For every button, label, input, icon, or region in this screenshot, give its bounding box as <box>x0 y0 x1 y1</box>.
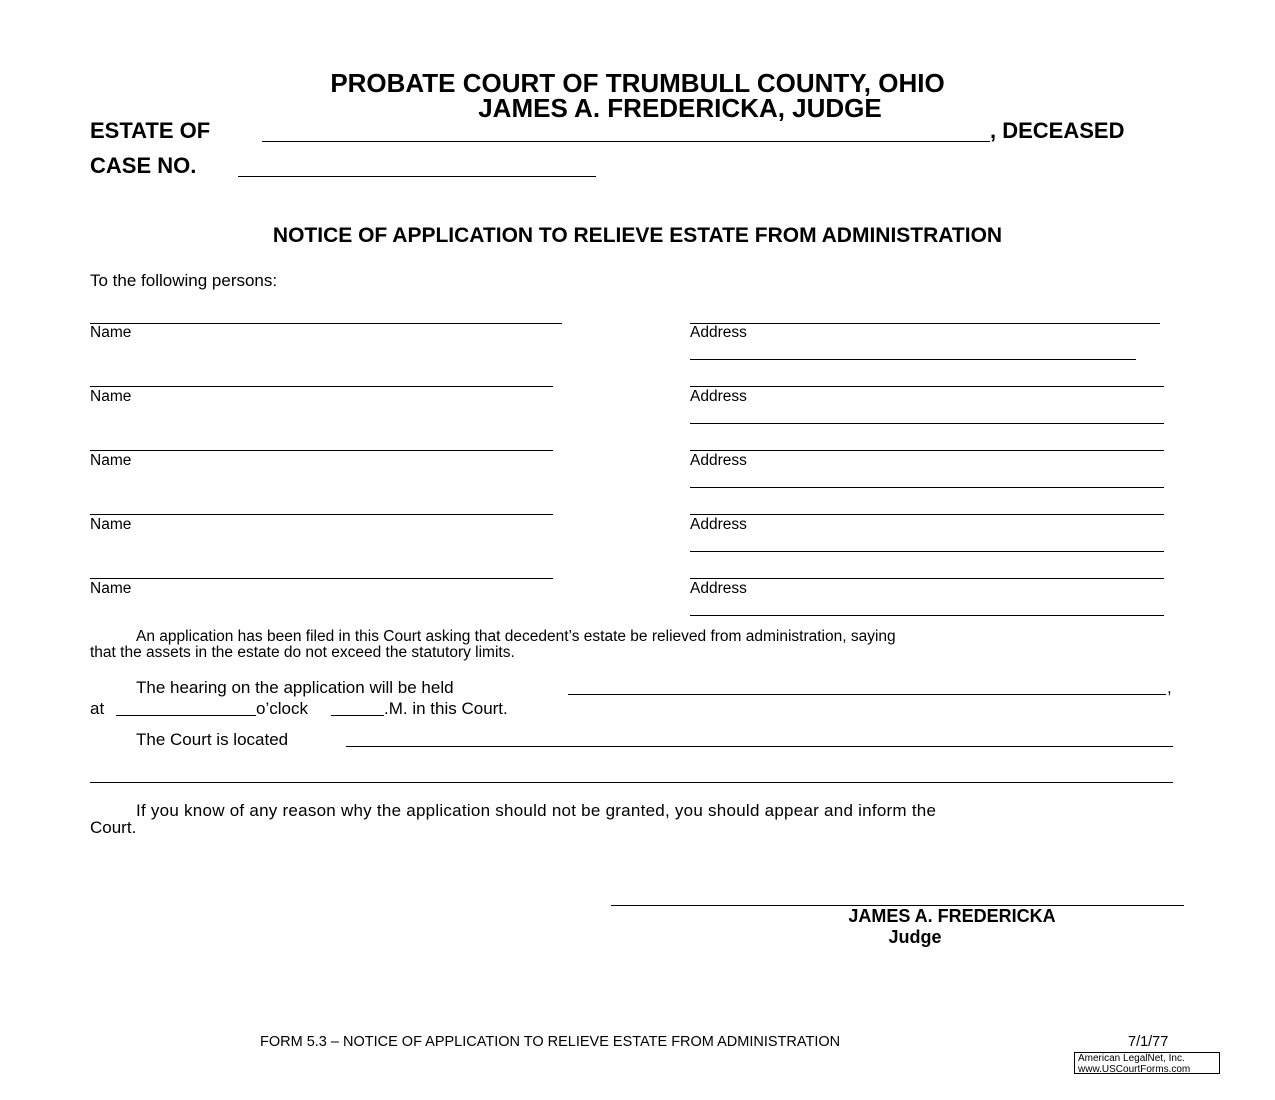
address-label: Address <box>690 580 747 597</box>
intro-text: To the following persons: <box>90 271 278 290</box>
publisher-url[interactable]: www.USCourtForms.com <box>1078 1064 1191 1075</box>
address-field[interactable] <box>690 578 1164 579</box>
address-field[interactable] <box>690 323 1160 324</box>
hearing-time-field[interactable] <box>116 715 256 716</box>
objection-paragraph-line2: Court. <box>90 818 137 837</box>
form-title: NOTICE OF APPLICATION TO RELIEVE ESTATE FROM ADMINISTRATION <box>272 224 1003 247</box>
judge-heading: JAMES A. FREDERICKA, JUDGE <box>478 93 882 123</box>
form-date: 7/1/77 <box>1128 1034 1169 1050</box>
name-label: Name <box>90 580 132 597</box>
objection-paragraph-line1: If you know of any reason why the application should not be granted, you should appear and inform the <box>136 801 937 820</box>
address-field-line2[interactable] <box>690 551 1164 552</box>
form-footer: FORM 5.3 – NOTICE OF APPLICATION TO RELIEVE ESTATE FROM ADMINISTRATION <box>260 1034 841 1050</box>
hearing-text: The hearing on the application will be held <box>136 678 454 697</box>
judge-title: Judge <box>888 927 942 947</box>
estate-name-field[interactable] <box>262 141 990 142</box>
name-label: Name <box>90 388 132 405</box>
address-label: Address <box>690 516 747 533</box>
hearing-comma: , <box>1167 678 1172 697</box>
application-paragraph-line1: An application has been filed in this Court asking that decedent’s estate be relieved from administration, saying <box>136 628 896 645</box>
name-label: Name <box>90 324 132 341</box>
court-location-field-line2[interactable] <box>90 782 1173 783</box>
case-no-field[interactable] <box>238 176 596 177</box>
am-pm-field[interactable] <box>331 715 384 716</box>
application-paragraph-line2: that the assets in the estate do not exceed the statutory limits. <box>90 644 515 661</box>
address-field-line2[interactable] <box>690 615 1164 616</box>
case-no-label: CASE NO. <box>90 153 197 178</box>
hearing-date-field[interactable] <box>568 694 1166 695</box>
publisher-name: American LegalNet, Inc. <box>1078 1053 1185 1064</box>
publisher-badge[interactable] <box>1074 1052 1220 1074</box>
address-field-line2[interactable] <box>690 487 1164 488</box>
name-field[interactable] <box>90 514 553 515</box>
name-field[interactable] <box>90 323 562 324</box>
court-located-label: The Court is located <box>136 730 289 749</box>
name-field[interactable] <box>90 450 553 451</box>
address-label: Address <box>690 324 747 341</box>
court-location-field[interactable] <box>346 746 1173 747</box>
address-label: Address <box>690 452 747 469</box>
name-field[interactable] <box>90 386 553 387</box>
name-field[interactable] <box>90 578 553 579</box>
court-heading: PROBATE COURT OF TRUMBULL COUNTY, OHIO <box>330 68 945 98</box>
address-label: Address <box>690 388 747 405</box>
at-label: at <box>90 699 105 718</box>
in-this-court-text: .M. in this Court. <box>384 699 508 718</box>
deceased-label: , DECEASED <box>990 118 1125 143</box>
address-field[interactable] <box>690 386 1164 387</box>
estate-of-label: ESTATE OF <box>90 118 211 143</box>
judge-name: JAMES A. FREDERICKA <box>848 906 1056 926</box>
address-field[interactable] <box>690 450 1164 451</box>
address-field-line2[interactable] <box>690 359 1136 360</box>
name-label: Name <box>90 452 132 469</box>
address-field[interactable] <box>690 514 1164 515</box>
address-field-line2[interactable] <box>690 423 1164 424</box>
oclock-label: o’clock <box>256 699 308 718</box>
name-label: Name <box>90 516 132 533</box>
